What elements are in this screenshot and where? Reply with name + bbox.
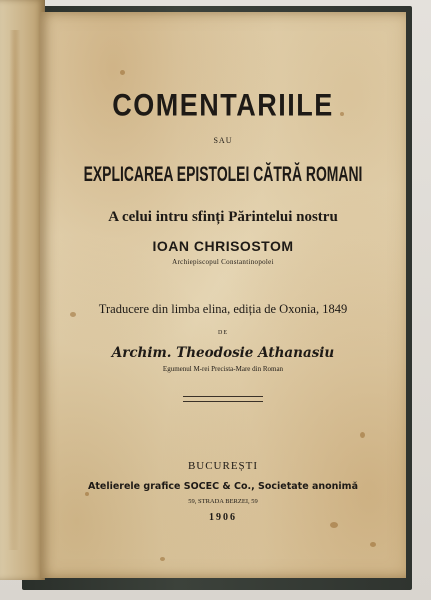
author-name: IOAN CHRISOSTOM bbox=[152, 238, 294, 254]
translator-name: Archim. Theodosie Athanasiu bbox=[111, 345, 335, 361]
foxing-spot bbox=[85, 492, 89, 496]
main-title: COMENTARIILE bbox=[112, 88, 334, 123]
conjunction-sau: SAU bbox=[213, 136, 233, 145]
dedication-line: A celui intru sfinți Părintelui nostru bbox=[108, 209, 338, 225]
publication-city: BUCUREȘTI bbox=[187, 460, 259, 472]
foxing-spot bbox=[160, 557, 165, 561]
publisher-address: 59, STRADA BERZEI, 59 bbox=[188, 498, 258, 505]
publication-year: 1906 bbox=[209, 512, 237, 523]
decorative-rule bbox=[183, 396, 263, 402]
foxing-spot bbox=[360, 432, 365, 438]
translator-role: Egumenul M-rei Precista-Mare din Roman bbox=[162, 365, 284, 373]
foxing-spot bbox=[120, 70, 125, 75]
translation-note: Traducere din limba elina, ediția de Oxonia, 1849 bbox=[98, 302, 348, 316]
foxing-spot bbox=[370, 542, 376, 547]
publisher: Atelierele grafice SOCEC & Co., Societate anonimă bbox=[88, 481, 358, 492]
title-page bbox=[40, 12, 406, 578]
conjunction-de: DE bbox=[218, 330, 228, 336]
previous-page-edge bbox=[0, 0, 45, 580]
author-role: Archiepiscopul Constantinopolei bbox=[172, 258, 274, 266]
subtitle: EXPLICAREA EPISTOLEI CĂTRĂ ROMANI bbox=[83, 162, 363, 186]
